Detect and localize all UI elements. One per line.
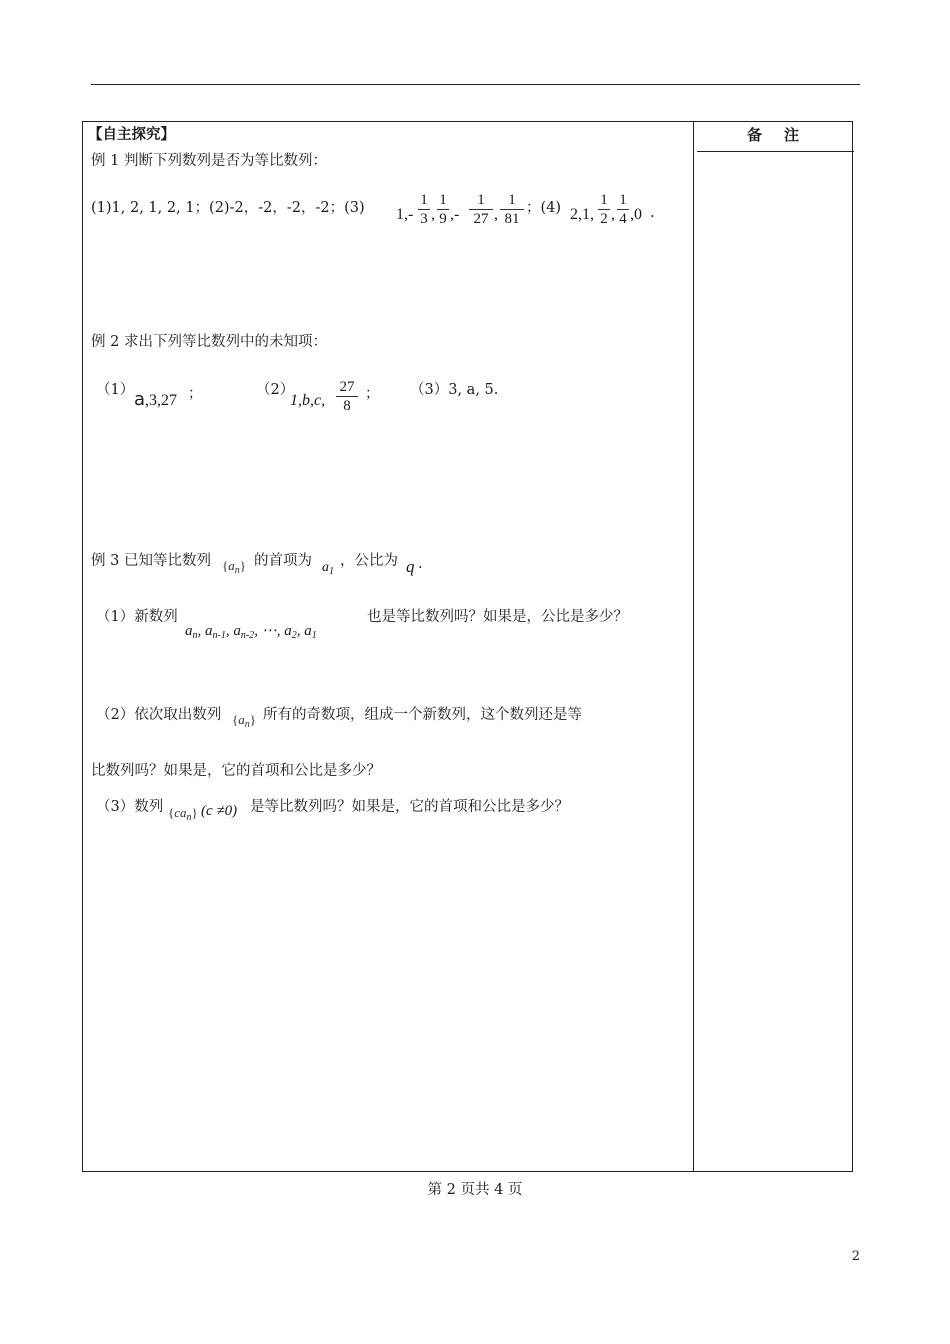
- ex2-p3: （3）3, a, 5.: [410, 382, 499, 398]
- notes-column-header: 备注: [746, 126, 821, 144]
- ex3-intro-end: .: [418, 556, 423, 572]
- section-title: 【自主探究】: [88, 127, 175, 143]
- ex3-q1-sequence: $a_n$, $a_{n-1}$, $a_{n-2}$, ⋯, $a_2$, $a_1$: [185, 623, 317, 641]
- fraction-27-over-8: $\frac{27}{8}$: [336, 378, 358, 415]
- symbol-a1: $a_1$: [322, 560, 334, 577]
- ex3-q2-a: （2）依次取出数列: [96, 707, 222, 723]
- ex3-q1-label: （1）新数列: [96, 609, 178, 625]
- ex1-p4-label: ；(4): [526, 200, 562, 216]
- comma: ,: [611, 206, 615, 223]
- sep-neg: ,-: [450, 206, 460, 223]
- ex2-p1-end: ；: [188, 386, 203, 402]
- fraction-one-27th: $\frac{1}{27}$: [469, 191, 493, 228]
- example-1-items: (1)1, 2, 1, 2, 1；(2)-2，-2，-2，-2；(3): [91, 200, 365, 216]
- ex2-p1-expr: a,3,27: [134, 389, 178, 410]
- ex1-p3-lead: 1,-: [396, 206, 414, 223]
- sequence-an-q2: $\{a_n\}$: [232, 712, 256, 730]
- ex3-q3-b: 是等比数列吗？如果是，它的首项和公比是多少？: [250, 799, 569, 815]
- header-rule: [91, 84, 860, 85]
- fraction-one-ninth: $\frac{1}{9}$: [437, 191, 449, 228]
- ex2-p1-label: （1）: [96, 382, 135, 398]
- notes-header-rule: [697, 151, 854, 152]
- ex3-q2-line2: 比数列吗？如果是，它的首项和公比是多少？: [91, 763, 381, 779]
- comma: ,: [431, 206, 435, 223]
- sequence-an: $\{a_n\}$: [222, 558, 246, 576]
- ex1-p4-lead: 2,1,: [570, 206, 594, 223]
- page-number: 2: [851, 1249, 860, 1264]
- ex3-q3-a: （3）数列: [96, 799, 164, 815]
- fraction-one-81st: $\frac{1}{81}$: [500, 191, 524, 228]
- ex1-p4-tail: ,0: [630, 206, 642, 223]
- example-1-intro: 例 1 判断下列数列是否为等比数列：: [91, 153, 327, 169]
- ex2-p2-label: （2）: [256, 382, 295, 398]
- ex3-intro-c: ，公比为: [340, 553, 398, 569]
- fraction-one-quarter: $\frac{1}{4}$: [617, 191, 629, 228]
- symbol-q: q: [406, 557, 415, 576]
- content-table: [82, 121, 853, 1172]
- ex3-intro-a: 例 3 已知等比数列: [91, 553, 211, 569]
- condition-c-nonzero: (c ≠0): [201, 803, 238, 819]
- ex2-p2-end: ；: [365, 386, 380, 402]
- ex3-intro-b: 的首项为: [254, 553, 312, 569]
- ex3-q2-b: 所有的奇数项，组成一个新数列，这个数列还是等: [263, 707, 582, 723]
- fraction-one-half: $\frac{1}{2}$: [598, 191, 610, 228]
- fraction-one-third: $\frac{1}{3}$: [418, 191, 430, 228]
- ex2-p2-expr: 1,b,c,: [290, 392, 326, 409]
- example-2-intro: 例 2 求出下列等比数列中的未知项：: [91, 334, 327, 350]
- column-divider: [693, 121, 694, 1172]
- page-footer: 第 2 页共 4 页: [427, 1182, 523, 1198]
- ex1-period: .: [650, 205, 655, 221]
- comma: ,: [494, 206, 498, 223]
- ex3-q1-tail: 也是等比数列吗？如果是，公比是多少？: [367, 609, 628, 625]
- sequence-can: $\{ca_n\}$: [168, 805, 198, 823]
